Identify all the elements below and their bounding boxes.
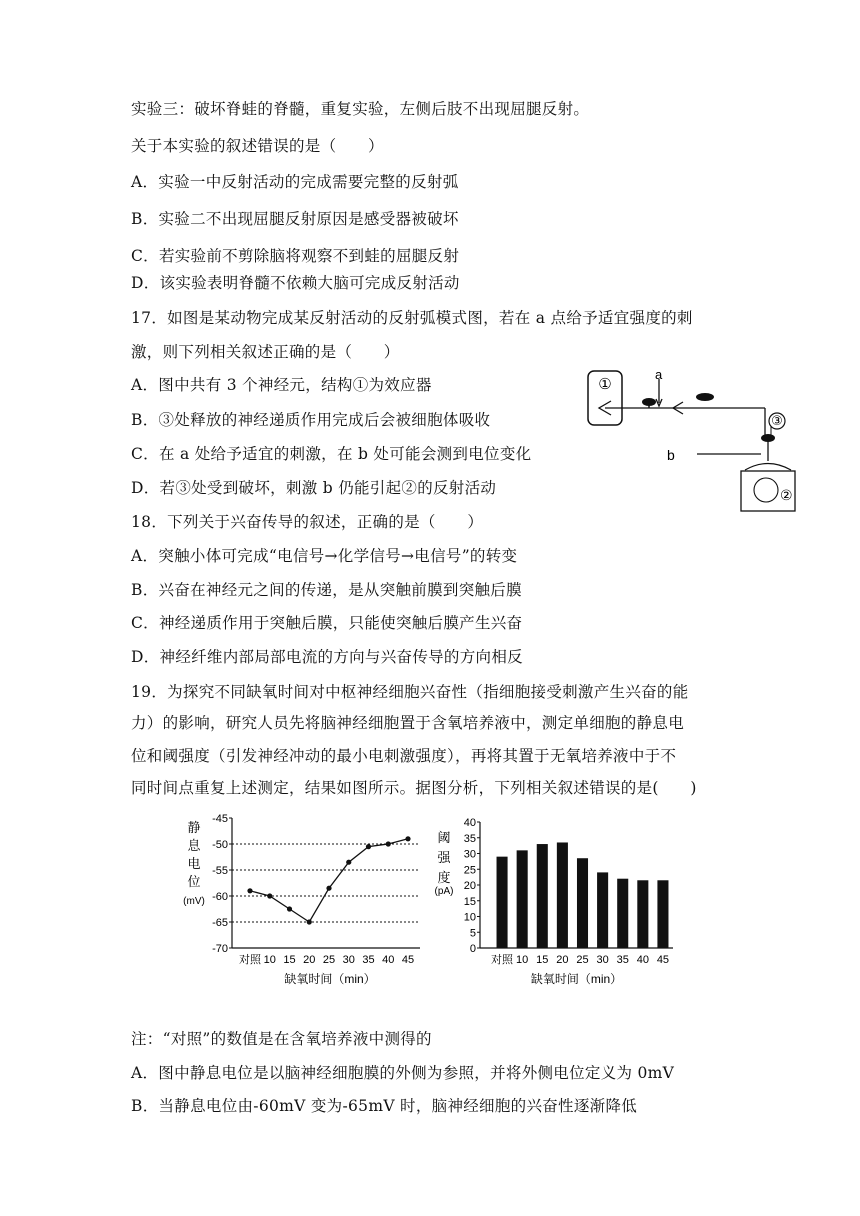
text-line: B．③处释放的神经递质作用完成后会被细胞体吸收 xyxy=(131,411,491,429)
text-line: 17．如图是某动物完成某反射活动的反射弧模式图，若在 a 点给予适宜强度的刺 xyxy=(131,309,693,327)
x-tick-label: 45 xyxy=(656,954,670,966)
data-point xyxy=(346,860,351,865)
text-line: 注：“对照”的数值是在含氧培养液中测得的 xyxy=(131,1030,432,1048)
data-point xyxy=(287,906,292,911)
structure-3-label: ③ xyxy=(771,413,783,428)
bar xyxy=(617,879,628,948)
text-line: B．实验二不出现屈腿反射原因是感受器被破坏 xyxy=(131,210,459,228)
text-line: 力）的影响，研究人员先将脑神经细胞置于含氧培养液中，测定单细胞的静息电 xyxy=(131,714,685,732)
x-tick-label: 15 xyxy=(283,954,296,966)
y-axis-label: 度 xyxy=(437,870,451,885)
x-axis-label: 缺氧时间（min） xyxy=(284,972,376,986)
text-line: C．在 a 处给予适宜的刺激，在 b 处可能会测到电位变化 xyxy=(131,445,532,463)
text-line: 18．下列关于兴奋传导的叙述，正确的是（ ） xyxy=(131,513,484,531)
text-line: 位和阈强度（引发神经冲动的最小电刺激强度），再将其置于无氧培养液中于不 xyxy=(131,747,677,765)
x-tick-label: 25 xyxy=(322,954,336,966)
y-tick-label: 20 xyxy=(463,880,476,892)
x-tick-label: 15 xyxy=(536,954,549,966)
x-tick-label: 35 xyxy=(616,954,629,966)
data-point xyxy=(366,844,371,849)
text-line: 关于本实验的叙述错误的是（ ） xyxy=(131,137,384,155)
x-tick-label: 35 xyxy=(362,954,375,966)
data-point xyxy=(307,919,312,924)
text-line: 19．为探究不同缺氧时间对中枢神经细胞兴奋性（指细胞接受刺激产生兴奋的能 xyxy=(131,683,689,701)
x-tick-label: 40 xyxy=(382,954,395,966)
x-tick-label: 10 xyxy=(516,954,529,966)
x-tick-label: 20 xyxy=(303,954,316,966)
resting-potential-chart xyxy=(180,812,425,992)
x-tick-label: 20 xyxy=(556,954,569,966)
text-line: A．突触小体可完成“电信号→化学信号→电信号”的转变 xyxy=(131,547,518,565)
y-tick-label: -60 xyxy=(212,891,228,903)
x-tick-label: 30 xyxy=(596,954,609,966)
structure-2-label: ② xyxy=(780,487,793,503)
text-line: B．兴奋在神经元之间的传递，是从突触前膜到突触后膜 xyxy=(131,581,522,599)
data-point xyxy=(267,893,272,898)
data-point xyxy=(326,886,331,891)
y-tick-label: -65 xyxy=(212,917,228,929)
x-axis-label: 缺氧时间（min） xyxy=(530,972,623,986)
y-axis-label: (pA) xyxy=(434,886,454,897)
bar xyxy=(497,857,508,948)
text-line: C．若实验前不剪除脑将观察不到蛙的屈腿反射 xyxy=(131,247,460,265)
text-line: A．图中静息电位是以脑神经细胞膜的外侧为参照，并将外侧电位定义为 0mV xyxy=(131,1064,675,1082)
y-tick-label: 25 xyxy=(463,864,476,877)
text-line: A．实验一中反射活动的完成需要完整的反射弧 xyxy=(131,173,459,191)
x-tick-label: 对照 xyxy=(491,954,514,966)
x-tick-label: 10 xyxy=(263,954,276,966)
neuron-cell-body xyxy=(761,434,775,442)
bar xyxy=(557,842,568,948)
x-tick-label: 40 xyxy=(636,954,649,966)
y-tick-label: 15 xyxy=(463,895,476,908)
bar xyxy=(537,844,548,948)
data-point xyxy=(386,841,391,846)
y-axis-label: (mV) xyxy=(183,896,205,907)
bar xyxy=(637,880,648,948)
text-line: D．该实验表明脊髓不依赖大脑可完成反射活动 xyxy=(131,274,460,292)
data-point xyxy=(247,888,252,893)
y-tick-label: 5 xyxy=(469,927,476,940)
reflex-arc-diagram xyxy=(575,365,815,515)
x-tick-label: 对照 xyxy=(239,954,261,966)
text-line: D．若③处受到破坏，刺激 b 仍能引起②的反射活动 xyxy=(131,479,497,497)
y-tick-label: -50 xyxy=(212,839,228,851)
y-tick-label: 35 xyxy=(463,832,476,845)
y-axis-label: 电 xyxy=(187,856,201,871)
x-tick-label: 45 xyxy=(401,954,415,966)
threshold-strength-chart xyxy=(428,812,678,992)
text-line: 激，则下列相关叙述正确的是（ ） xyxy=(131,343,400,361)
y-tick-label: 10 xyxy=(463,911,476,924)
text-line: C．神经递质作用于突触后膜，只能使突触后膜产生兴奋 xyxy=(131,614,523,632)
y-tick-label: -55 xyxy=(212,865,228,877)
text-line: B．当静息电位由-60mV 变为-65mV 时，脑神经细胞的兴奋性逐渐降低 xyxy=(131,1097,638,1115)
y-tick-label: 40 xyxy=(463,817,476,829)
y-tick-label: 0 xyxy=(469,943,476,955)
bar xyxy=(597,872,608,948)
y-axis-label: 强 xyxy=(437,850,451,865)
y-axis-label: 位 xyxy=(187,874,201,889)
point-a-label: a xyxy=(655,367,663,382)
point-b-label: b xyxy=(667,447,675,463)
bar xyxy=(657,880,668,948)
x-tick-label: 25 xyxy=(576,954,589,966)
x-tick-label: 30 xyxy=(342,954,355,966)
y-axis-label: 静 xyxy=(187,820,201,835)
bar xyxy=(517,850,528,948)
text-line: 实验三：破坏脊蛙的脊髓，重复实验，左侧后肢不出现屈腿反射。 xyxy=(131,100,590,118)
data-point xyxy=(405,836,410,841)
text-line: A．图中共有 3 个神经元，结构①为效应器 xyxy=(131,376,432,394)
y-tick-label: 30 xyxy=(463,848,476,861)
y-axis-label: 息 xyxy=(187,838,201,853)
structure-1-label: ① xyxy=(598,376,612,393)
y-axis-label: 阈 xyxy=(437,830,451,845)
bar xyxy=(577,858,588,948)
neuron-cell-body xyxy=(696,393,714,401)
series-line xyxy=(250,839,408,922)
y-tick-label: -45 xyxy=(212,813,228,825)
text-line: 同时间点重复上述测定，结果如图所示。据图分析，下列相关叙述错误的是( ) xyxy=(131,779,697,797)
y-tick-label: -70 xyxy=(212,943,228,955)
text-line: D．神经纤维内部局部电流的方向与兴奋传导的方向相反 xyxy=(131,648,523,666)
